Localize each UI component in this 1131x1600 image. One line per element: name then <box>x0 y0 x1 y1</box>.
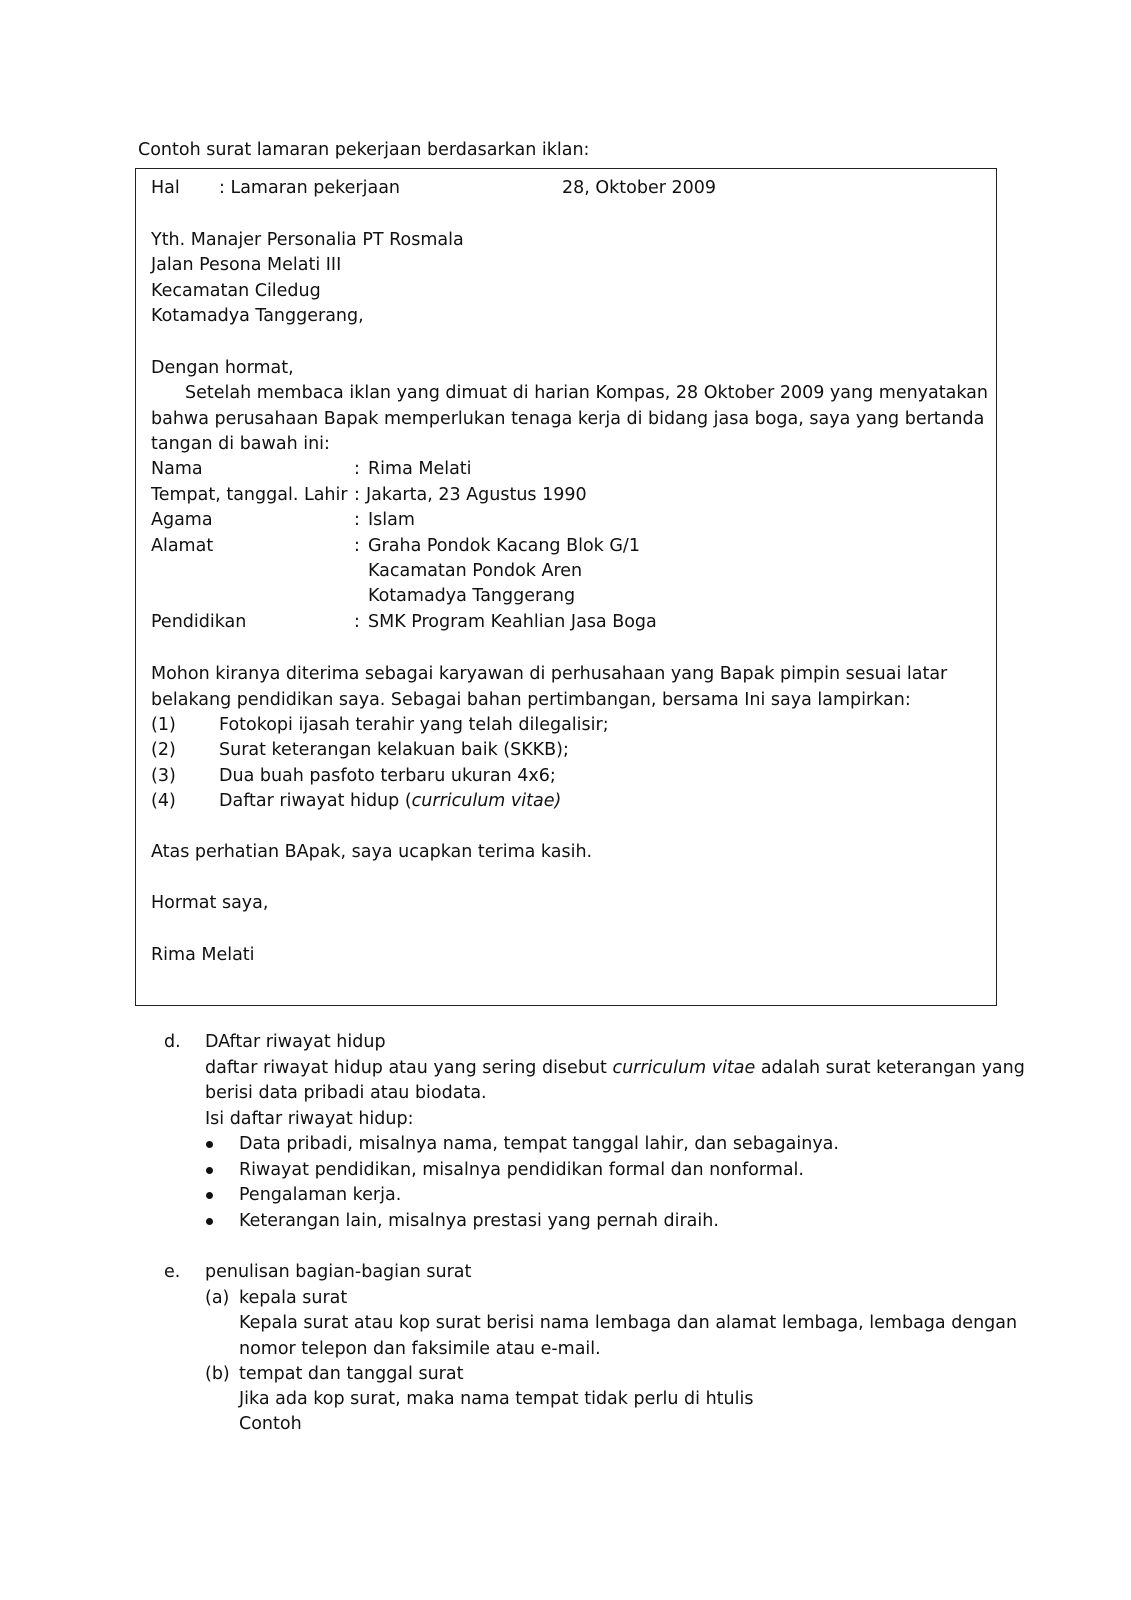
bullet-icon <box>206 1141 213 1148</box>
letter-date: 28, Oktober 2009 <box>562 178 717 198</box>
desc-text: daftar riwayat hidup atau yang sering disebut <box>205 1058 613 1078</box>
address-line: Kotamadya Tanggerang, <box>151 306 364 326</box>
attachment-number: (1) <box>151 715 176 735</box>
subsection-title: kepala surat <box>239 1288 348 1308</box>
field-label: Nama <box>151 459 203 479</box>
desc-text: adalah surat keterangan yang <box>755 1058 1025 1078</box>
intro-heading: Contoh surat lamaran pekerjaan berdasarkan iklan: <box>138 140 590 160</box>
list-item: Data pribadi, misalnya nama, tempat tanggal lahir, dan sebagainya. <box>239 1134 839 1154</box>
attachment-text <box>219 789 561 814</box>
paragraph-line: Setelah membaca iklan yang dimuat di harian Kompas, 28 Oktober 2009 yang menyatakan <box>185 383 988 403</box>
paragraph-line: belakang pendidikan saya. Sebagai bahan pertimbangan, bersama Ini saya lampirkan: <box>151 690 911 710</box>
field-sep: : <box>354 536 360 556</box>
section-e-title: penulisan bagian-bagian surat <box>205 1262 472 1282</box>
field-sep: : <box>354 612 360 632</box>
paragraph-line: tangan di bawah ini: <box>151 434 330 454</box>
attachment-number: (3) <box>151 766 176 786</box>
bullet-icon <box>206 1218 213 1225</box>
subsection-marker: (a) <box>205 1288 230 1308</box>
list-item: Keterangan lain, misalnya prestasi yang pernah diraih. <box>239 1211 719 1231</box>
list-item: Pengalaman kerja. <box>239 1185 402 1205</box>
subsection-description: Jika ada kop surat, maka nama tempat tidak perlu di htulis <box>239 1389 754 1409</box>
field-value: Islam <box>368 510 415 530</box>
closing-text: Atas perhatian BApak, saya ucapkan terima kasih. <box>151 842 593 862</box>
field-value: Kotamadya Tanggerang <box>368 586 576 606</box>
address-line: Yth. Manajer Personalia PT Rosmala <box>151 230 464 250</box>
hal-value: : Lamaran pekerjaan <box>219 178 401 198</box>
attachment-number: (4) <box>151 791 176 811</box>
desc-italic: curriculum vitae <box>612 1058 756 1078</box>
section-d-description: berisi data pribadi atau biodata. <box>205 1083 487 1103</box>
field-label: Tempat, tanggal. Lahir <box>151 485 348 505</box>
subsection-title: tempat dan tanggal surat <box>239 1364 464 1384</box>
subsection-description: Kepala surat atau kop surat berisi nama lembaga dan alamat lembaga, lembaga dengan <box>239 1313 1018 1333</box>
attachment-text: Dua buah pasfoto terbaru ukuran 4x6; <box>219 766 556 786</box>
address-line: Jalan Pesona Melati III <box>151 255 342 275</box>
field-sep: : <box>354 485 360 505</box>
field-sep: : <box>354 510 360 530</box>
subsection-marker: (b) <box>205 1364 230 1384</box>
field-label: Agama <box>151 510 213 530</box>
bullet-icon <box>206 1167 213 1174</box>
paragraph-line: Mohon kiranya diterima sebagai karyawan di perhusahaan yang Bapak pimpin sesuai latar <box>151 664 948 684</box>
field-value: Rima Melati <box>368 459 472 479</box>
hal-label: Hal <box>151 178 180 198</box>
attachment-text: Fotokopi ijasah terahir yang telah dilegalisir; <box>219 715 609 735</box>
section-d-description <box>205 1056 1025 1081</box>
attachment-text-plain: Daftar riwayat hidup ( <box>219 791 412 811</box>
regards-text: Hormat saya, <box>151 893 269 913</box>
address-line: Kecamatan Ciledug <box>151 281 321 301</box>
field-sep: : <box>354 459 360 479</box>
attachment-text: Surat keterangan kelakuan baik (SKKB); <box>219 740 569 760</box>
section-d-list-title: Isi daftar riwayat hidup: <box>205 1109 414 1129</box>
field-value: Kacamatan Pondok Aren <box>368 561 583 581</box>
greeting: Dengan hormat, <box>151 358 294 378</box>
attachment-text-italic: curriculum vitae) <box>411 791 562 811</box>
list-item: Riwayat pendidikan, misalnya pendidikan formal dan nonformal. <box>239 1160 804 1180</box>
subsection-description: nomor telepon dan faksimile atau e-mail. <box>239 1339 601 1359</box>
field-value: SMK Program Keahlian Jasa Boga <box>368 612 657 632</box>
section-d-marker: d. <box>164 1032 181 1052</box>
field-value: Graha Pondok Kacang Blok G/1 <box>368 536 640 556</box>
subsection-description: Contoh <box>239 1414 302 1434</box>
bullet-icon <box>206 1192 213 1199</box>
section-e-marker: e. <box>164 1262 181 1282</box>
attachment-number: (2) <box>151 740 176 760</box>
paragraph-line: bahwa perusahaan Bapak memperlukan tenaga kerja di bidang jasa boga, saya yang bertanda <box>151 409 985 429</box>
section-d-title: DAftar riwayat hidup <box>205 1032 386 1052</box>
field-label: Pendidikan <box>151 612 247 632</box>
field-label: Alamat <box>151 536 214 556</box>
field-value: Jakarta, 23 Agustus 1990 <box>366 485 587 505</box>
signature-name: Rima Melati <box>151 945 255 965</box>
